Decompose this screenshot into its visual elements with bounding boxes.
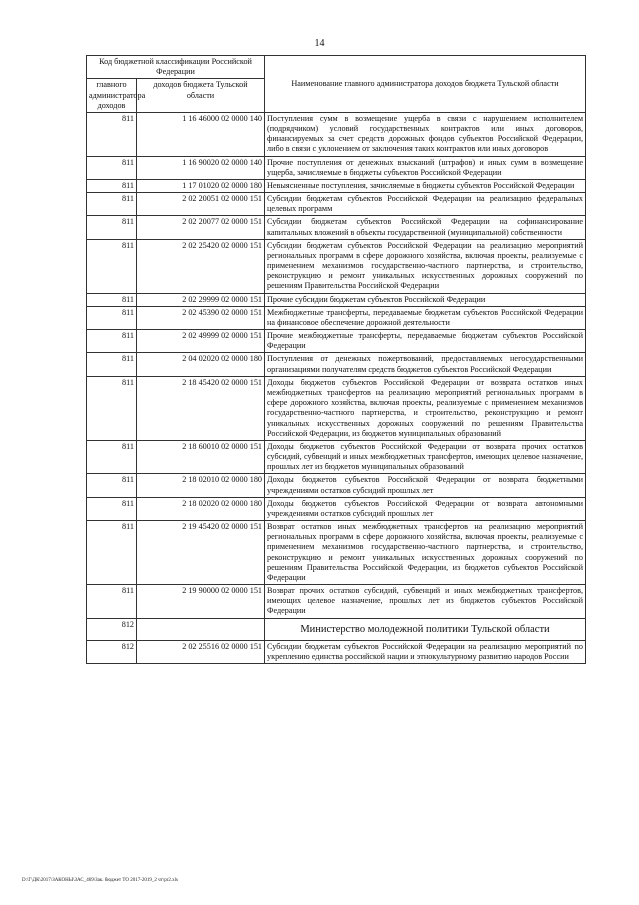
table-row [87,239,586,293]
admin-code: 811 [87,440,137,474]
income-name: Прочие межбюджетные трансферты, передаваемые бюджетам субъектов Российской Федерации [265,330,586,353]
table-row [87,585,586,619]
income-name: Прочие субсидии бюджетам субъектов Российской Федерации [265,293,586,306]
admin-code: 811 [87,193,137,216]
table-row [87,353,586,376]
income-code: 2 04 02020 02 0000 180 [137,353,265,376]
table-header-row [87,56,586,79]
admin-code: 811 [87,293,137,306]
table-row [87,330,586,353]
income-name: Поступления от денежных пожертвований, предоставляемых негосударственными организациями получателям средств бюджетов субъектов Российской Федерации [265,353,586,376]
income-name: Невыясненные поступления, зачисляемые в бюджеты субъектов Российской Федерации [265,179,586,192]
income-code: 2 18 45420 02 0000 151 [137,376,265,440]
table-row [87,306,586,329]
income-name: Субсидии бюджетам субъектов Российской Федерации на софинансирование капитальных вложений в объекты государственной (муниципальной) собственности [265,216,586,239]
income-name: Доходы бюджетов субъектов Российской Федерации от возврата остатков иных межбюджетных трансфертов на реализацию мероприятий региональных программ в сфере дорожного хозяйства, включая проекты, реализуемые с применением механизмов государственно-частного партнерства, и строительство, реконструкцию и ремонт уникальных искусственных дорожных сооружений по решениям Правительства Российской Федерации, из бюджетов муниципальных образований [265,376,586,440]
table-row [87,293,586,306]
admin-code: 811 [87,330,137,353]
table-row [87,193,586,216]
table-row [87,376,586,440]
income-code: 2 02 29999 02 0000 151 [137,293,265,306]
income-name: Возврат прочих остатков субсидий, субвенций и иных межбюджетных трансфертов, имеющих целевое назначение, прошлых лет из бюджетов субъектов Российской Федерации [265,585,586,619]
header-budget-income: доходов бюджета Тульской области [137,79,265,113]
income-code: 1 17 01020 02 0000 180 [137,179,265,192]
table-row [87,440,586,474]
income-name: Доходы бюджетов субъектов Российской Федерации от возврата прочих остатков субсидий, субвенций и иных межбюджетных трансфертов, имеющих целевое назначение, прошлых лет из бюджетов муниципальных образований [265,440,586,474]
admin-code: 811 [87,585,137,619]
header-chief-administrator: главного администратора доходов [87,79,137,113]
revenue-administrators-table [86,55,586,664]
income-name: Субсидии бюджетам субъектов Российской Федерации на реализацию мероприятий региональных программ в сфере дорожного хозяйства, включая проекты, реализуемые с применением механизмов государственно-частного партнерства, и строительство, реконструкцию и ремонт уникальных искусственных дорожных сооружений по решениям Правительства Российской Федерации [265,239,586,293]
income-code: 1 16 46000 02 0000 140 [137,112,265,156]
admin-code: 811 [87,239,137,293]
income-code: 2 02 25516 02 0000 151 [137,640,265,663]
file-path-footer: D:\Г\ДК\2017\ЗАКОНЫ\ЗАС_469\Зак. бюджет ТО 2017-2019_2 чт\pr2.xls [22,878,178,883]
table-row [87,521,586,585]
income-code: 2 02 49999 02 0000 151 [137,330,265,353]
income-name: Доходы бюджетов субъектов Российской Федерации от возврата автономными учреждениями остатков субсидий прошлых лет [265,497,586,520]
income-code: 2 02 25420 02 0000 151 [137,239,265,293]
income-name: Доходы бюджетов субъектов Российской Федерации от возврата бюджетными учреждениями остатков субсидий прошлых лет [265,474,586,497]
table-row [87,497,586,520]
admin-code: 811 [87,112,137,156]
income-code: 1 16 90020 02 0000 140 [137,156,265,179]
admin-code: 811 [87,521,137,585]
table-row [87,216,586,239]
section-title: Министерство молодежной политики Тульской области [265,618,586,640]
admin-code: 811 [87,306,137,329]
header-administrator-name: Наименование главного администратора доходов бюджета Тульской области [265,56,586,113]
income-code: 2 19 90000 02 0000 151 [137,585,265,619]
admin-code: 811 [87,474,137,497]
section-admin-code: 812 [87,618,137,640]
section-row [87,618,586,640]
admin-code: 812 [87,640,137,663]
admin-code: 811 [87,156,137,179]
table-row [87,640,586,663]
section-empty-cell [137,618,265,640]
income-code: 2 18 02020 02 0000 180 [137,497,265,520]
income-name: Субсидии бюджетам субъектов Российской Федерации на реализацию мероприятий по укреплению единства российской нации и этнокультурному развитию народов России [265,640,586,663]
admin-code: 811 [87,179,137,192]
income-code: 2 02 20051 02 0000 151 [137,193,265,216]
table-row [87,156,586,179]
income-name: Возврат остатков иных межбюджетных трансфертов на реализацию мероприятий региональных программ в сфере дорожного хозяйства, включая проекты, реализуемые с применением механизмов государственно-частного партнерства, и строительство, реконструкцию и ремонт уникальных искусственных дорожных сооружений по решениям Правительства Российской Федерации, из бюджетов субъектов Российской Федерации [265,521,586,585]
income-code: 2 18 60010 02 0000 151 [137,440,265,474]
income-code: 2 02 20077 02 0000 151 [137,216,265,239]
income-name: Межбюджетные трансферты, передаваемые бюджетам субъектов Российской Федерации на финансовое обеспечение дорожной деятельности [265,306,586,329]
table-row [87,474,586,497]
income-name: Субсидии бюджетам субъектов Российской Федерации на реализацию федеральных целевых программ [265,193,586,216]
table-row [87,179,586,192]
admin-code: 811 [87,353,137,376]
admin-code: 811 [87,376,137,440]
admin-code: 811 [87,497,137,520]
table-row [87,112,586,156]
income-code: 2 19 45420 02 0000 151 [137,521,265,585]
income-name: Прочие поступления от денежных взысканий (штрафов) и иных сумм в возмещение ущерба, зачисляемые в бюджеты субъектов Российской Федерации [265,156,586,179]
income-name: Поступления сумм в возмещение ущерба в связи с нарушением исполнителем (подрядчиком) условий государственных контрактов или иных договоров, финансируемых за счет средств дорожных фондов субъектов Российской Федерации, либо в связи с уклонением от заключения таких контрактов или иных договоров [265,112,586,156]
income-code: 2 18 02010 02 0000 180 [137,474,265,497]
page-number: 14 [314,38,325,49]
income-code: 2 02 45390 02 0000 151 [137,306,265,329]
admin-code: 811 [87,216,137,239]
header-classification-code: Код бюджетной классификации Российской Федерации [87,56,265,79]
